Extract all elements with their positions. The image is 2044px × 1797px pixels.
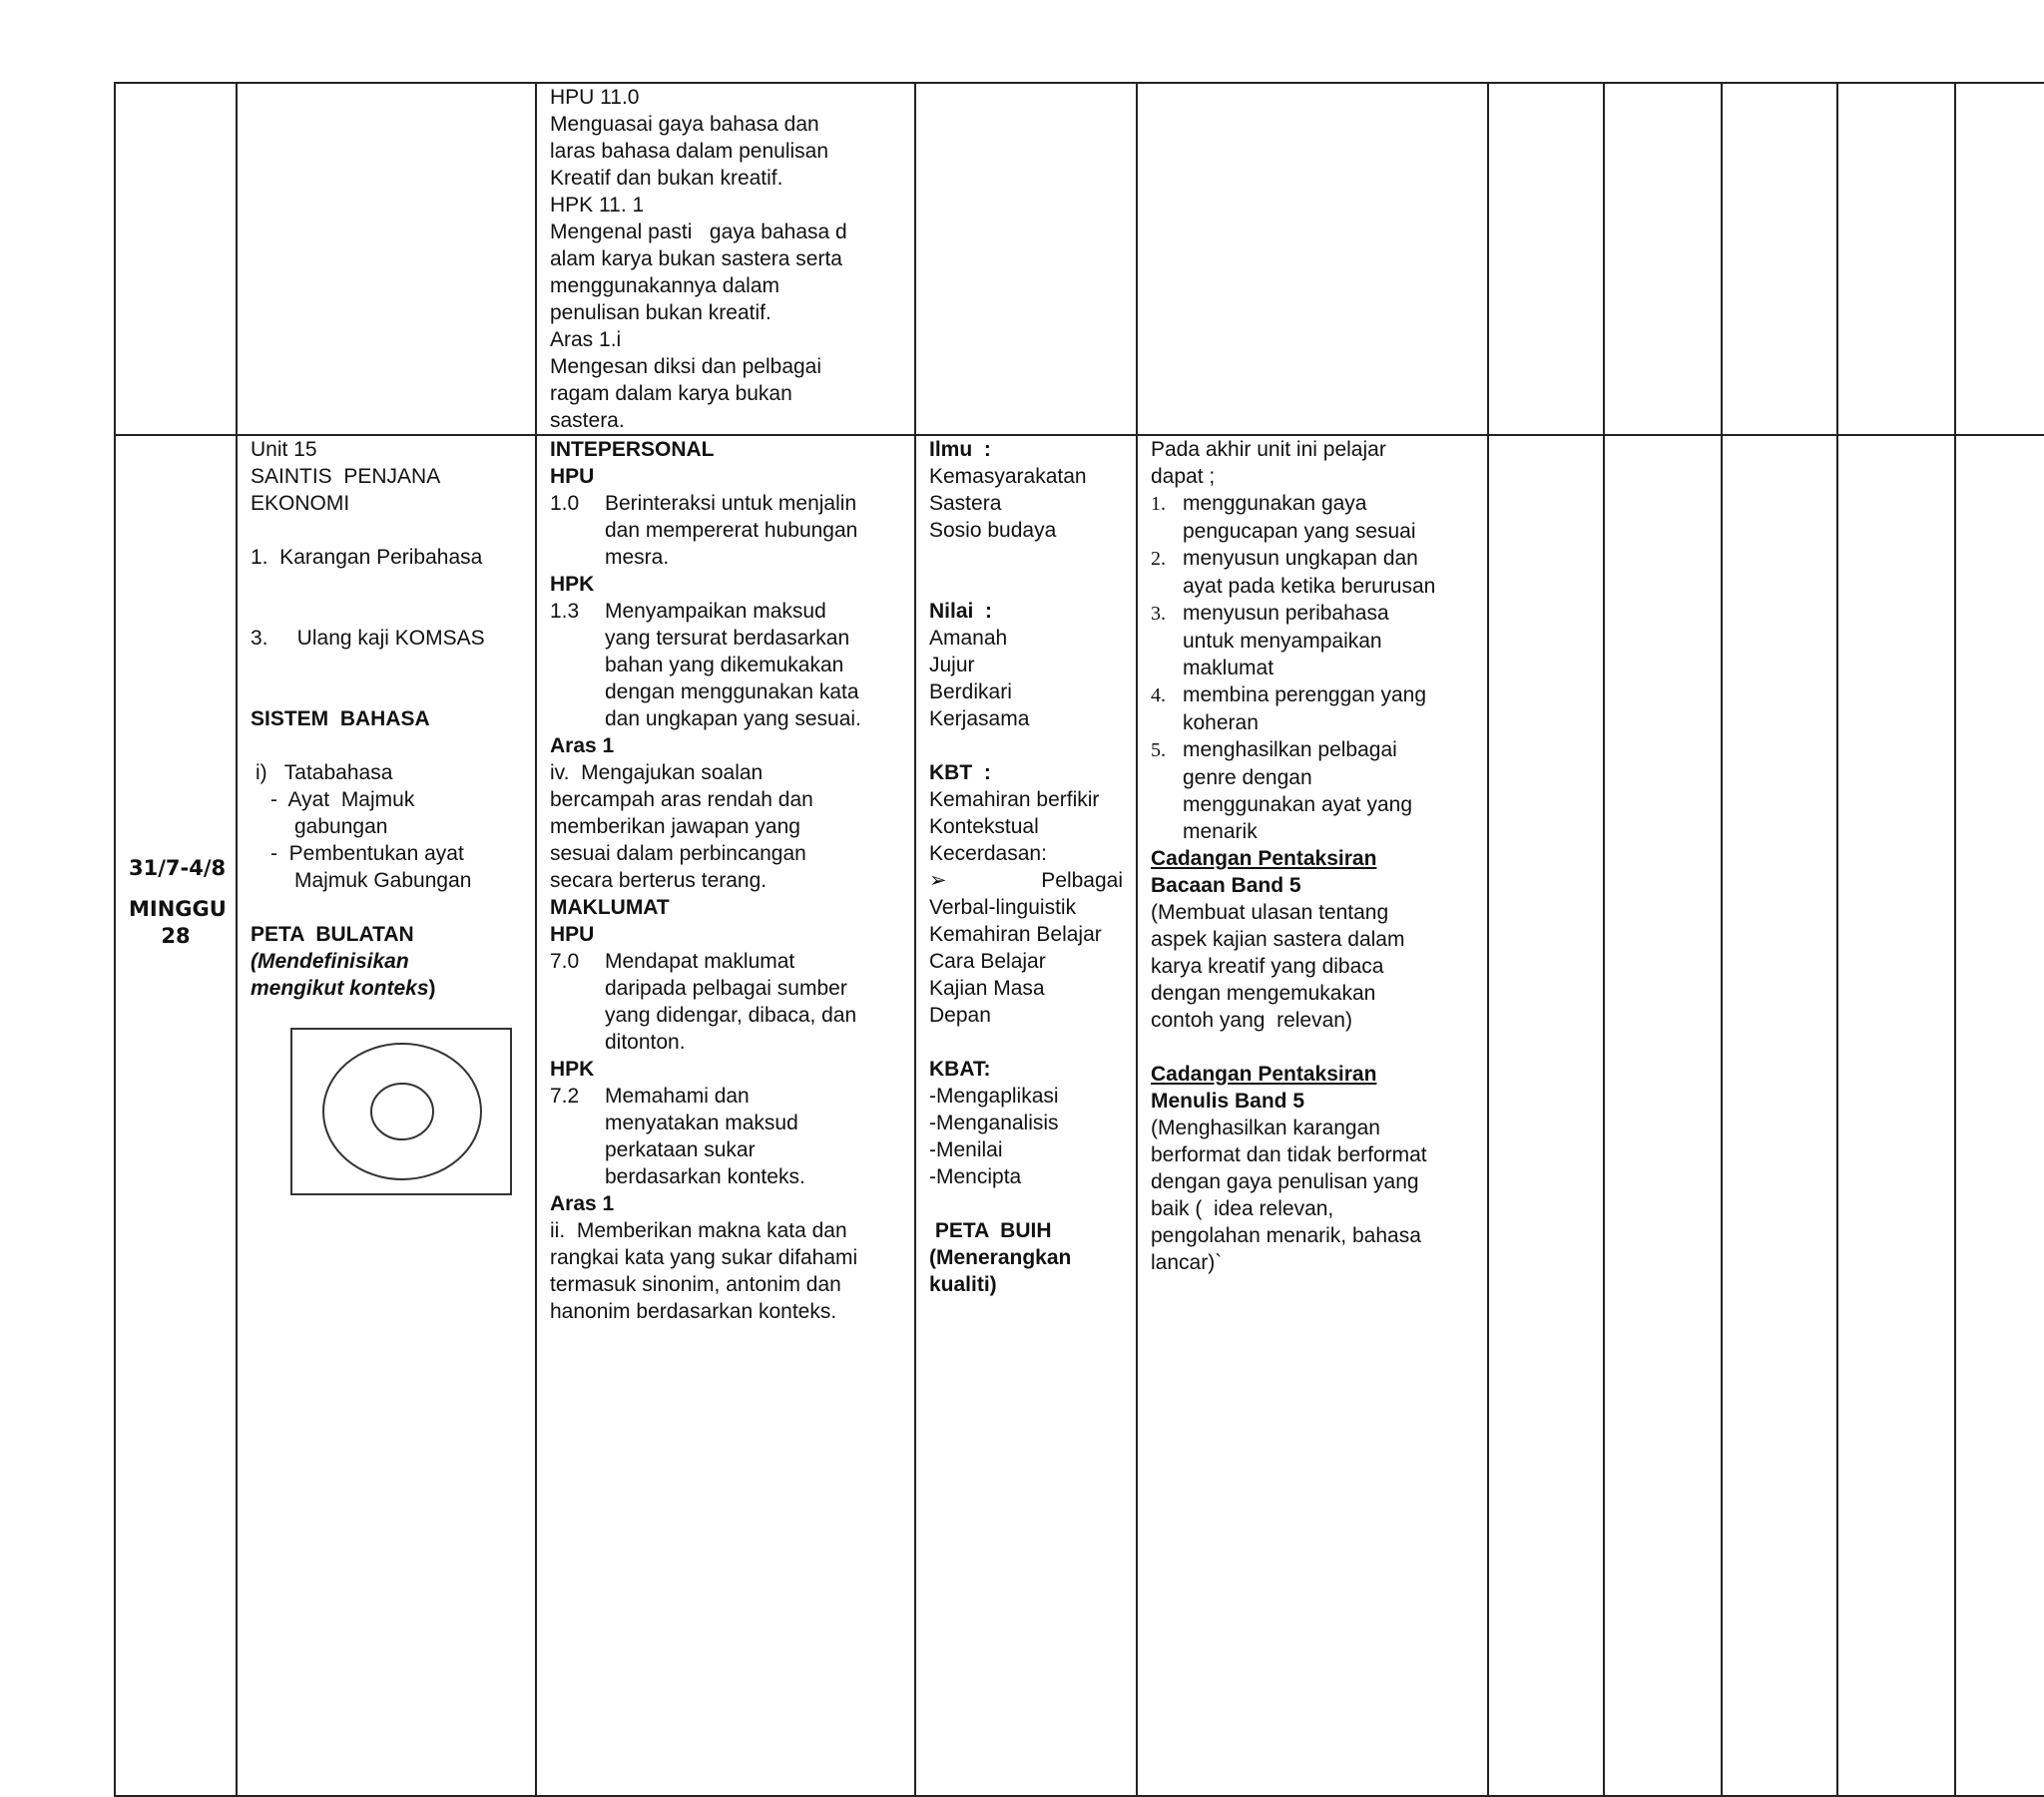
aras-text: termasuk sinonim, antonim dan [550, 1273, 841, 1296]
aras-text: hanonim berdasarkan konteks. [550, 1300, 837, 1323]
grammar-label: i) Tatabahasa [256, 761, 393, 784]
text-line: Menguasai gaya bahasa dan [550, 113, 819, 136]
empty-cell [1488, 83, 1604, 435]
standard-text: Memahami dan [605, 1085, 750, 1108]
objective-number: 5. [1151, 739, 1166, 761]
text-line: Mengesan diksi dan pelbagai [550, 355, 822, 378]
grammar-sub: gabungan [294, 815, 388, 838]
kbt-item: Kemahiran berfikir [929, 788, 1100, 811]
text-line: Kreatif dan bukan kreatif. [550, 167, 783, 190]
objective-text: koheran [1183, 711, 1259, 734]
objective-number: 1. [1151, 493, 1166, 515]
objective-text: ayat pada ketika berurusan [1183, 575, 1436, 598]
text-line: Aras 1.i [550, 328, 622, 351]
ilmu-item: Kemasyarakatan [929, 465, 1087, 488]
assessment-text: contoh yang relevan) [1151, 1009, 1352, 1032]
aras-label: Aras 1 [550, 734, 615, 757]
section-heading: INTEPERSONAL [550, 438, 715, 461]
standard-text: Mendapat maklumat [605, 950, 795, 973]
assessment-text: baik ( idea relevan, [1151, 1197, 1334, 1220]
assessment-text: pengolahan menarik, bahasa [1151, 1224, 1421, 1247]
text-line: Mengenal pasti gaya bahasa d [550, 221, 847, 243]
kbt-item: Depan [929, 1004, 991, 1027]
system-heading: SISTEM BAHASA [251, 707, 430, 730]
standard-text: perkataan sukar [605, 1138, 756, 1161]
aras-text: bercampah aras rendah dan [550, 788, 813, 811]
topic-cell [237, 435, 536, 1796]
kbt-item: Kemahiran Belajar [929, 923, 1102, 946]
assessment-text: dengan gaya penulisan yang [1151, 1170, 1419, 1193]
standard-text: yang didengar, dibaca, dan [605, 1004, 857, 1027]
assessment-heading: Cadangan Pentaksiran [1151, 847, 1377, 870]
text-line: laras bahasa dalam penulisan [550, 140, 829, 163]
week-date: 31/7-4/8 [129, 856, 227, 880]
kbat-heading: KBAT: [929, 1058, 991, 1081]
kbt-item: Kecerdasan: [929, 842, 1047, 865]
assessment-text: (Membuat ulasan tentang [1151, 901, 1389, 924]
kbt-item: Cara Belajar [929, 950, 1046, 973]
standard-text: dan mempererat hubungan [605, 519, 858, 542]
standard-text: yang tersurat berdasarkan [605, 627, 850, 650]
map-title: PETA BULATAN [251, 923, 414, 946]
ilmu-item: Sosio budaya [929, 519, 1057, 542]
week-number: 28 [161, 924, 191, 948]
standard-text: bahan yang dikemukakan [605, 654, 844, 676]
hpk-label: HPK [550, 573, 595, 596]
nilai-item: Amanah [929, 627, 1008, 650]
kbt-item: Verbal-linguistik [929, 896, 1077, 919]
text-line: sastera. [550, 409, 625, 432]
standard-number: 1.0 [550, 492, 580, 515]
assessment-text: (Menghasilkan karangan [1151, 1117, 1380, 1139]
week-cell [115, 435, 237, 1796]
peta-description: (Menerangkan [929, 1246, 1072, 1269]
kbat-item: -Mencipta [929, 1165, 1022, 1188]
assessment-text: lancar)` [1151, 1251, 1223, 1274]
lesson-plan-table [114, 82, 2044, 1797]
aras-text: iv. Mengajukan soalan [550, 761, 764, 784]
objective-number: 3. [1151, 603, 1166, 625]
map-description: (Mendefinisikan [251, 950, 409, 973]
empty-cell [1955, 435, 2044, 1796]
objective-number: 2. [1151, 548, 1166, 570]
peta-title: PETA BUIH [929, 1219, 1052, 1242]
text-line: menggunakannya dalam [550, 274, 779, 297]
kbat-item: -Menilai [929, 1138, 1003, 1161]
objective-text: membina perenggan yang [1183, 683, 1427, 706]
unit-label: Unit 15 [251, 438, 317, 461]
unit-title: EKONOMI [251, 492, 350, 515]
map-description: mengikut konteks [251, 977, 429, 1000]
objective-text: untuk menyampaikan [1183, 630, 1382, 653]
grammar-sub: - Ayat Majmuk [270, 788, 415, 811]
map-description: ) [428, 977, 436, 1000]
hpu-label: HPU [550, 465, 595, 488]
objectives-intro: dapat ; [1151, 465, 1216, 488]
text-line: HPK 11. 1 [550, 194, 645, 217]
kbat-item: -Menganalisis [929, 1112, 1059, 1134]
empty-cell [1837, 435, 1955, 1796]
topic-item: 3. Ulang kaji KOMSAS [251, 627, 485, 650]
kbt-item: Pelbagai [1041, 869, 1123, 892]
standard-text: Menyampaikan maksud [605, 600, 826, 623]
aras-text: sesuai dalam perbincangan [550, 842, 806, 865]
objective-text: menggunakan gaya [1183, 492, 1367, 515]
table-row [115, 435, 2044, 1796]
standard-number: 1.3 [550, 600, 580, 623]
elements-cell [915, 435, 1137, 1796]
ilmu-heading: Ilmu : [929, 438, 991, 461]
empty-cell [1722, 83, 1837, 435]
objective-text: maklumat [1183, 657, 1275, 679]
text-line: ragam dalam karya bukan [550, 382, 792, 405]
standard-text: daripada pelbagai sumber [605, 977, 847, 1000]
circle-map-diagram [290, 1028, 512, 1195]
empty-cell [1604, 83, 1722, 435]
empty-cell [1722, 435, 1837, 1796]
assessment-heading: Cadangan Pentaksiran [1151, 1063, 1377, 1086]
kbt-item: Kajian Masa [929, 977, 1045, 1000]
assessment-band: Bacaan Band 5 [1151, 874, 1301, 897]
text-line: penulisan bukan kreatif. [550, 301, 771, 324]
hpu-label: HPU [550, 923, 595, 946]
objective-text: genre dengan [1183, 766, 1312, 789]
ilmu-item: Sastera [929, 492, 1002, 515]
text-line: alam karya bukan sastera serta [550, 247, 842, 270]
elements-cell [915, 83, 1137, 435]
bullet-arrow-icon: ➢ [929, 869, 947, 892]
assessment-band: Menulis Band 5 [1151, 1090, 1305, 1113]
grammar-sub: Majmuk Gabungan [294, 869, 472, 892]
standard-text: dengan menggunakan kata [605, 680, 859, 703]
aras-text: memberikan jawapan yang [550, 815, 800, 838]
week-cell [115, 83, 237, 435]
week-label: MINGGU [129, 897, 227, 921]
assessment-text: aspek kajian sastera dalam [1151, 928, 1405, 951]
standard-text: Berinteraksi untuk menjalin [605, 492, 857, 515]
standard-text: dan ungkapan yang sesuai. [605, 707, 861, 730]
section-heading: MAKLUMAT [550, 896, 670, 919]
standard-text: berdasarkan konteks. [605, 1165, 805, 1188]
objectives-cell [1137, 435, 1488, 1796]
objective-text: pengucapan yang sesuai [1183, 520, 1416, 543]
empty-cell [1955, 83, 2044, 435]
grammar-sub: - Pembentukan ayat [270, 842, 464, 865]
objective-text: menghasilkan pelbagai [1183, 738, 1397, 761]
aras-text: rangkai kata yang sukar difahami [550, 1246, 858, 1269]
kbt-heading: KBT : [929, 761, 991, 784]
standard-number: 7.0 [550, 950, 580, 973]
topic-cell [237, 83, 536, 435]
standard-text: menyatakan maksud [605, 1112, 798, 1134]
standard-text: ditonton. [605, 1031, 686, 1054]
kbat-item: -Mengaplikasi [929, 1085, 1059, 1108]
nilai-heading: Nilai : [929, 600, 993, 623]
table-row [115, 83, 2044, 435]
hpk-label: HPK [550, 1058, 595, 1081]
assessment-text: karya kreatif yang dibaca [1151, 955, 1384, 978]
objectives-cell [1137, 83, 1488, 435]
unit-title: SAINTIS PENJANA [251, 465, 441, 488]
empty-cell [1488, 435, 1604, 1796]
empty-cell [1837, 83, 1955, 435]
standard-number: 7.2 [550, 1085, 580, 1108]
objective-text: menarik [1183, 820, 1258, 843]
text-line: HPU 11.0 [550, 86, 640, 109]
empty-cell [1604, 435, 1722, 1796]
objective-text: menggunakan ayat yang [1183, 793, 1413, 816]
objective-text: menyusun ungkapan dan [1183, 547, 1418, 570]
nilai-item: Jujur [929, 654, 975, 676]
topic-item: 1. Karangan Peribahasa [251, 546, 483, 569]
assessment-text: dengan mengemukakan [1151, 982, 1376, 1005]
assessment-text: berformat dan tidak berformat [1151, 1143, 1427, 1166]
aras-text: ii. Memberikan makna kata dan [550, 1219, 847, 1242]
objective-text: menyusun peribahasa [1183, 602, 1389, 625]
standards-cell [536, 435, 915, 1796]
objectives-intro: Pada akhir unit ini pelajar [1151, 438, 1386, 461]
aras-label: Aras 1 [550, 1192, 615, 1215]
nilai-item: Kerjasama [929, 707, 1030, 730]
nilai-item: Berdikari [929, 680, 1012, 703]
peta-description: kualiti) [929, 1273, 997, 1296]
kbt-item: Kontekstual [929, 815, 1039, 838]
standards-cell [536, 83, 915, 435]
aras-text: secara berterus terang. [550, 869, 767, 892]
standard-text: mesra. [605, 546, 670, 569]
objective-number: 4. [1151, 684, 1166, 706]
